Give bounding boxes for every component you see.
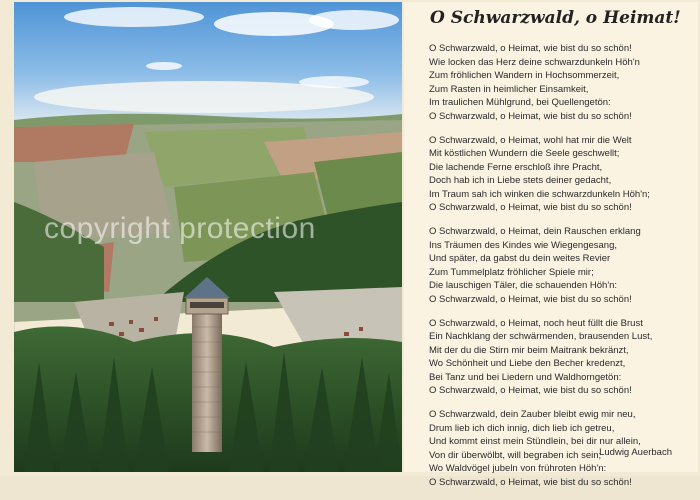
stanza [429,317,694,398]
poem-line: Und kommt einst mein Stündlein, bei dir nur allein, [429,436,641,448]
poem-line: Wie locken das Herz deine schwarzdunkeln Höh'n [429,56,640,68]
landscape-photo [14,2,402,472]
poem-line: Zum fröhlichen Wandern in Hochsommerzeit, [429,70,620,81]
poem-line: Mit köstlichen Wundern die Seele geschwellt; [429,148,620,160]
poem-title: O Schwarzwald, o Heimat! [430,8,681,28]
poem-line: Im traulichen Mühlgrund, bei Quellengetön: [429,97,611,108]
poem-line: O Schwarzwald, o Heimat, noch heut füllt die Brust [429,317,643,329]
poem-line: Wo Schönheit und Liebe den Becher kredenzt, [429,358,626,370]
poem-line: Zum Tummelplatz fröhlicher Spiele mir; [429,266,594,278]
poem-panel [404,2,698,488]
poem-line: Ins Träumen des Kindes wie Wiegengesang, [429,239,617,251]
poem-line: Die lauschigen Täler, die schauenden Höh'n: [429,280,618,292]
poem-line: O Schwarzwald, o Heimat, wie bist du so schön! [429,385,632,397]
poem-line: Wo Waldvögel jubeln von frühroten Höh'n: [429,463,607,475]
poem-stanzas [429,42,694,500]
poem-line: Zum Rasten in heimlicher Einsamkeit, [429,83,589,95]
poem-line: Drum lieb ich dich innig, dich lieb ich getreu, [429,422,615,434]
poem-line: O Schwarzwald, o Heimat, wie bist du so schön! [429,43,632,54]
poem-line: Doch hab ich in Liebe stets deiner gedacht, [429,175,612,187]
poem-line: Von dir überwölbt, will begraben ich sein; [429,449,602,461]
stanza [429,134,694,215]
poem-line: O Schwarzwald, o Heimat, wie bist du so schön! [429,476,632,488]
stanza [429,225,694,306]
poem-line: Ein Nachklang der schwärmenden, brausenden Lust, [429,331,653,343]
poem-line: Die lachende Ferne erschloß ihre Pracht, [429,161,603,173]
poem-line: O Schwarzwald, o Heimat, wie bist du so schön! [429,293,632,305]
poem-line: Im Traum sah ich winken die schwarzdunkeln Höh'n; [429,188,650,200]
stanza [429,42,694,123]
poem-line: O Schwarzwald, dein Zauber bleibt ewig mir neu, [429,409,636,421]
poem-line: Und später, da gabst du dein weites Revier [429,253,611,265]
poem-line: Bei Tanz und bei Liedern und Waldhorngetön: [429,371,622,383]
poem-author: Ludwig Auerbach [599,447,672,458]
poem-line: Mit der du die Stirn mir beim Maitrank bekränzt, [429,344,629,356]
poem-line: O Schwarzwald, o Heimat, dein Rauschen erklang [429,226,641,238]
poem-line: O Schwarzwald, o Heimat, wohl hat mir die Welt [429,134,632,146]
poem-line: O Schwarzwald, o Heimat, wie bist du so schön! [429,202,632,214]
watermark: copyright protection [44,212,316,245]
poem-line: O Schwarzwald, o Heimat, wie bist du so schön! [429,110,632,122]
